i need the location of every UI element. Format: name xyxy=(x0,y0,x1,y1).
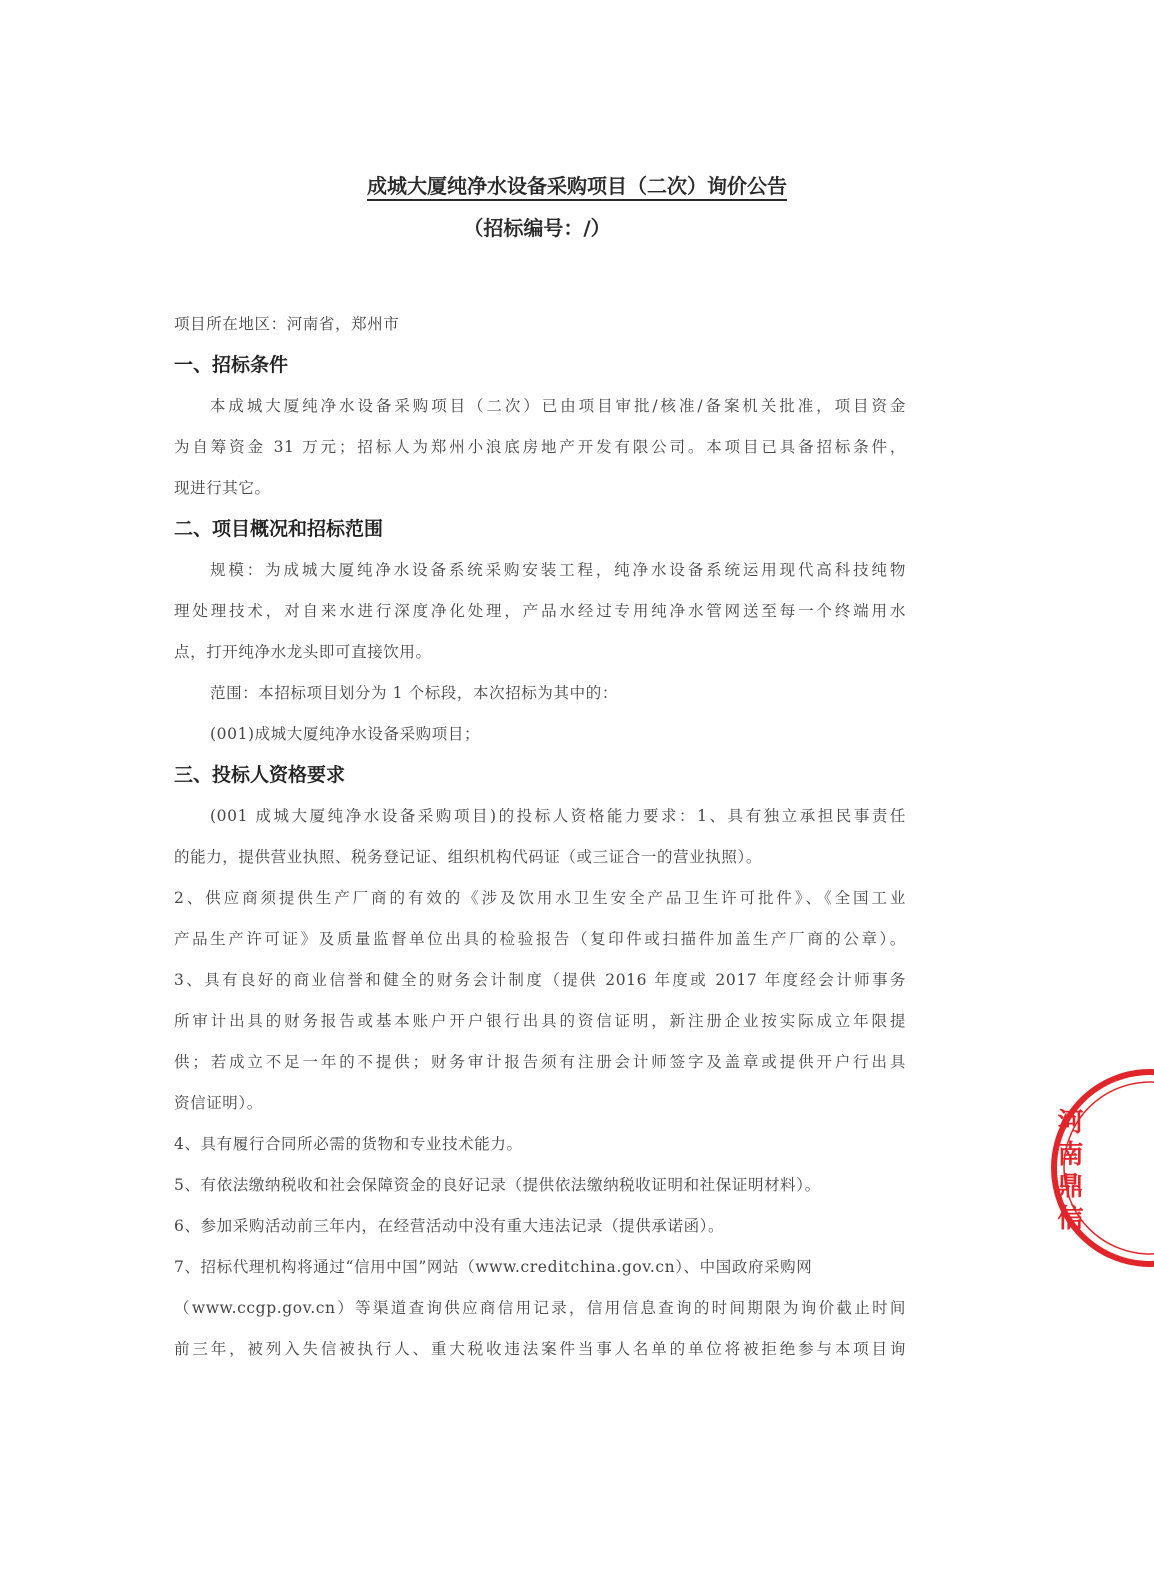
paragraph-line: 规模：为成城大厦纯净水设备系统采购安装工程，纯净水设备系统运用现代高科技纯物 xyxy=(210,561,906,579)
paragraph-line: （www.ccgp.gov.cn）等渠道查询供应商信用记录，信用信息查询的时间期限为询价截止时间 xyxy=(174,1299,906,1317)
paragraph-line: 3、具有良好的商业信誉和健全的财务会计制度（提供 2016 年度或 2017 年度经会计师事务 xyxy=(174,971,906,989)
official-seal-stamp xyxy=(1030,1068,1154,1268)
paragraph-line: 6、参加采购活动前三年内，在经营活动中没有重大违法记录（提供承诺函）。 xyxy=(174,1217,725,1235)
paragraph-line: 本成城大厦纯净水设备采购项目（二次）已由项目审批/核准/备案机关批准，项目资金 xyxy=(210,397,906,415)
paragraph-line: 5、有依法缴纳税收和社会保障资金的良好记录（提供依法缴纳税收证明和社保证明材料）。 xyxy=(174,1176,821,1194)
section-heading-2: 二、项目概况和招标范围 xyxy=(174,518,384,540)
paragraph-line: 范围：本招标项目划分为 1 个标段，本次招标为其中的： xyxy=(210,684,618,702)
paragraph-line: 理处理技术，对自来水进行深度净化处理，产品水经过专用纯净水管网送至每一个终端用水 xyxy=(174,602,906,620)
location-line: 项目所在地区：河南省，郑州市 xyxy=(174,315,400,333)
paragraph-line: 所审计出具的财务报告或基本账户开户银行出具的资信证明，新注册企业按实际成立年限提 xyxy=(174,1012,906,1030)
paragraph-line: 的能力，提供营业执照、税务登记证、组织机构代码证（或三证合一的营业执照）。 xyxy=(174,848,762,866)
paragraph-line: 产品生产许可证》及质量监督单位出具的检验报告（复印件或扫描件加盖生产厂商的公章）。 xyxy=(174,930,906,948)
paragraph-line: 4、具有履行合同所必需的货物和专业技术能力。 xyxy=(174,1135,523,1153)
paragraph-line: (001)成城大厦纯净水设备采购项目； xyxy=(210,725,481,743)
document-title: 成城大厦纯净水设备采购项目（二次）询价公告 xyxy=(367,174,787,198)
document-body xyxy=(174,304,906,1370)
paragraph-line: 2、供应商须提供生产厂商的有效的《涉及饮用水卫生安全产品卫生许可批件》、《全国工业 xyxy=(174,889,906,907)
paragraph-line: 点，打开纯净水龙头即可直接饮用。 xyxy=(174,643,432,661)
section-heading-1: 一、招标条件 xyxy=(174,354,289,376)
document-subtitle: （招标编号：/） xyxy=(463,216,611,240)
paragraph-line: 资信证明）。 xyxy=(174,1094,263,1112)
paragraph-line: 供；若成立不足一年的不提供；财务审计报告须有注册会计师签字及盖章或提供开户行出具 xyxy=(174,1053,906,1071)
paragraph-line: 现进行其它。 xyxy=(174,479,271,497)
paragraph-line: (001 成城大厦纯净水设备采购项目)的投标人资格能力要求：1、具有独立承担民事责任 xyxy=(210,807,906,825)
svg-text:河南鼎信: 河南鼎信 xyxy=(1053,1108,1083,1236)
section-heading-3: 三、投标人资格要求 xyxy=(174,764,346,786)
paragraph-line: 为自筹资金 31 万元；招标人为郑州小浪底房地产开发有限公司。本项目已具备招标条件， xyxy=(174,438,906,456)
paragraph-line: 7、招标代理机构将通过“信用中国”网站（www.creditchina.gov.cn）、中国政府采购网 xyxy=(174,1258,813,1276)
paragraph-line: 前三年，被列入失信被执行人、重大税收违法案件当事人名单的单位将被拒绝参与本项目询 xyxy=(174,1340,906,1358)
